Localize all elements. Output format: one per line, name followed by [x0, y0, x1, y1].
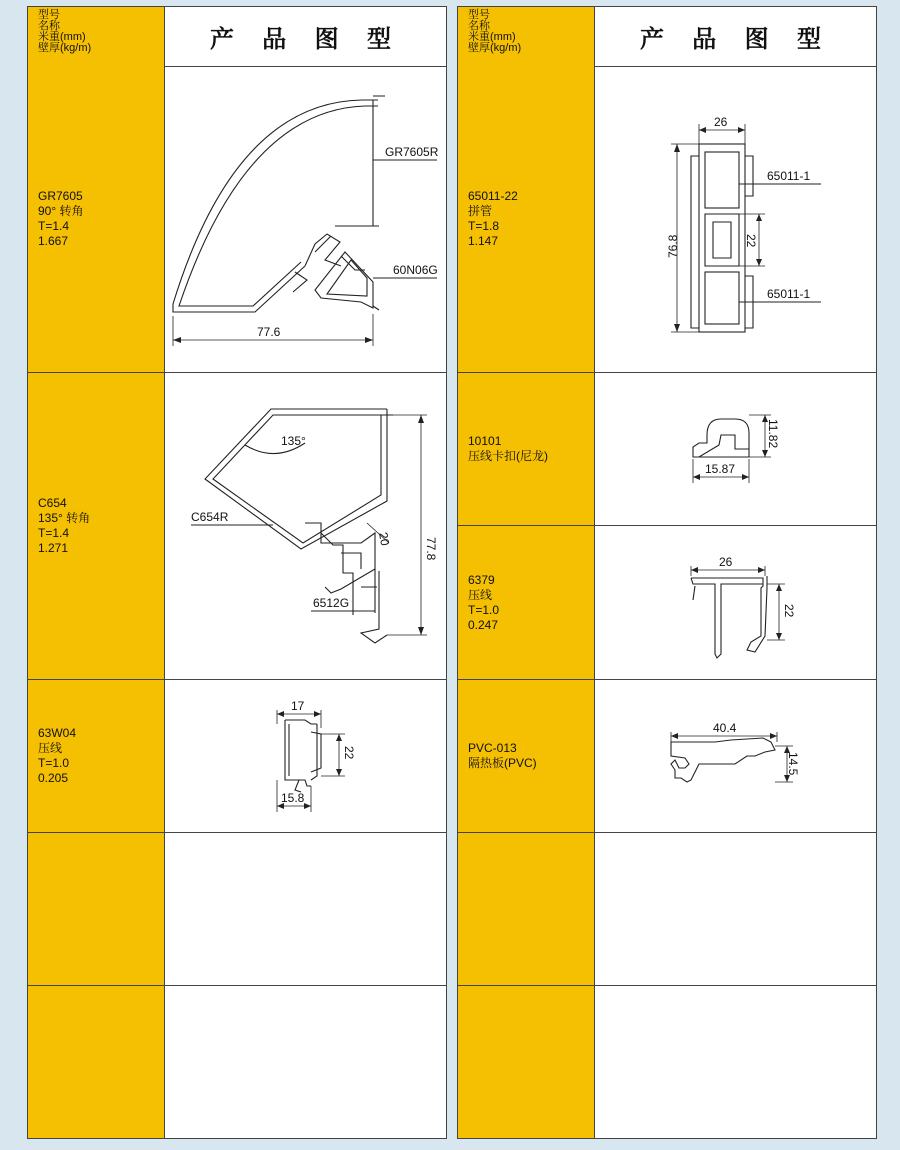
wall-thickness: T=1.0 [468, 602, 500, 617]
profile-figure [595, 526, 876, 679]
dimension-height: 76.8 [666, 234, 680, 258]
spec-label-model: 型号 [38, 9, 60, 21]
product-name: 135° 转角 [38, 511, 91, 525]
spec-cell [458, 680, 595, 832]
spec-cell [28, 833, 165, 985]
table-row-empty [28, 986, 446, 1138]
profile-drawing-pvc-013 [595, 680, 877, 832]
model-code: 10101 [468, 434, 502, 448]
model-code: GR7605 [38, 189, 83, 203]
wall-thickness: T=1.4 [38, 219, 70, 233]
spec-cell [28, 66, 165, 372]
profile-drawing-gr7605 [165, 66, 447, 372]
dimension-width: 40.4 [713, 721, 737, 735]
wall-thickness: T=1.0 [38, 756, 70, 770]
dimension-top: 26 [719, 555, 733, 569]
header-title: 产 品 图 型 [209, 25, 402, 53]
dimension-height: 11.82 [766, 419, 780, 449]
angle-label: 135° [281, 434, 306, 448]
table-row-empty [458, 986, 876, 1138]
profile-figure [595, 66, 876, 372]
callout-label: 60N06G [393, 263, 438, 277]
product-name: 压线 [38, 741, 63, 755]
callout-label: 65011-1 [767, 287, 811, 301]
product-name: 隔热板(PVC) [468, 756, 537, 770]
table-row [458, 680, 876, 833]
callout-label: 6512G [313, 596, 350, 610]
profile-figure [165, 373, 446, 679]
table-row [28, 680, 446, 833]
spec-label-thickness: 壁厚(kg/m) [38, 42, 92, 54]
model-code: C654 [38, 496, 67, 510]
header-title: 产 品 图 型 [639, 25, 832, 53]
profile-drawing-10101 [595, 373, 877, 525]
table-row [28, 66, 446, 373]
product-name: 压线卡扣(尼龙) [468, 449, 548, 463]
meter-weight: 0.205 [38, 771, 69, 785]
callout-label: 65011-1 [767, 169, 811, 183]
profile-figure [165, 66, 446, 372]
meter-weight: 1.147 [468, 234, 499, 248]
profile-figure [595, 680, 876, 832]
profile-drawing-65011-22 [595, 66, 877, 372]
spec-cell [28, 373, 165, 679]
dimension-height: 22 [342, 746, 356, 760]
table-row-empty [28, 833, 446, 986]
spec-label-name: 名称 [38, 20, 60, 32]
left-table [27, 6, 447, 1139]
spec-label-weight: 米重(mm) [38, 31, 86, 43]
spec-cell [458, 986, 595, 1138]
dimension-height: 77.8 [424, 537, 438, 561]
right-table [457, 6, 877, 1139]
spec-label-model: 型号 [468, 9, 490, 21]
spec-label-weight: 米重(mm) [468, 31, 516, 43]
table-row-empty [458, 833, 876, 986]
product-name: 压线 [468, 587, 493, 602]
meter-weight: 0.247 [468, 617, 499, 632]
spec-cell [458, 66, 595, 372]
model-code: PVC-013 [468, 741, 517, 755]
model-code: 6379 [468, 572, 495, 587]
wall-thickness: T=1.4 [38, 526, 70, 540]
dimension-bottom: 15.8 [281, 791, 305, 805]
spec-label-thickness: 壁厚(kg/m) [468, 42, 522, 54]
profile-drawing-6379 [595, 526, 877, 679]
spec-label-name: 名称 [468, 20, 490, 32]
callout-label: GR7605R [385, 145, 439, 159]
spec-header [28, 7, 165, 66]
dimension-height: 22 [782, 604, 796, 618]
dimension-height: 14.5 [786, 752, 800, 776]
dimension-slot: 20 [376, 531, 393, 547]
dimension-mid: 22 [744, 234, 758, 248]
table-header [458, 7, 876, 67]
table-row [458, 66, 876, 373]
profile-figure [165, 680, 446, 832]
dimension-width: 15.87 [705, 462, 736, 476]
model-code: 65011-22 [468, 189, 518, 203]
spec-cell [458, 373, 595, 525]
meter-weight: 1.667 [38, 234, 69, 248]
model-code: 63W04 [38, 726, 77, 740]
table-row [28, 373, 446, 680]
callout-label: C654R [191, 510, 229, 524]
spec-cell [458, 526, 595, 679]
profile-figure [595, 373, 876, 525]
spec-cell [28, 680, 165, 832]
spec-cell [458, 833, 595, 985]
table-row [458, 373, 876, 526]
meter-weight: 1.271 [38, 541, 69, 555]
spec-cell [28, 986, 165, 1138]
spec-header [458, 7, 595, 66]
wall-thickness: T=1.8 [468, 219, 500, 233]
product-name: 90° 转角 [38, 204, 84, 218]
table-row [458, 526, 876, 680]
dimension-top: 26 [714, 115, 728, 129]
table-header [28, 7, 446, 67]
product-name: 拼管 [468, 204, 493, 218]
profile-drawing-63w04 [165, 680, 447, 832]
profile-drawing-c654 [165, 373, 447, 679]
dimension-width: 77.6 [257, 325, 281, 339]
dimension-top: 17 [291, 699, 305, 713]
